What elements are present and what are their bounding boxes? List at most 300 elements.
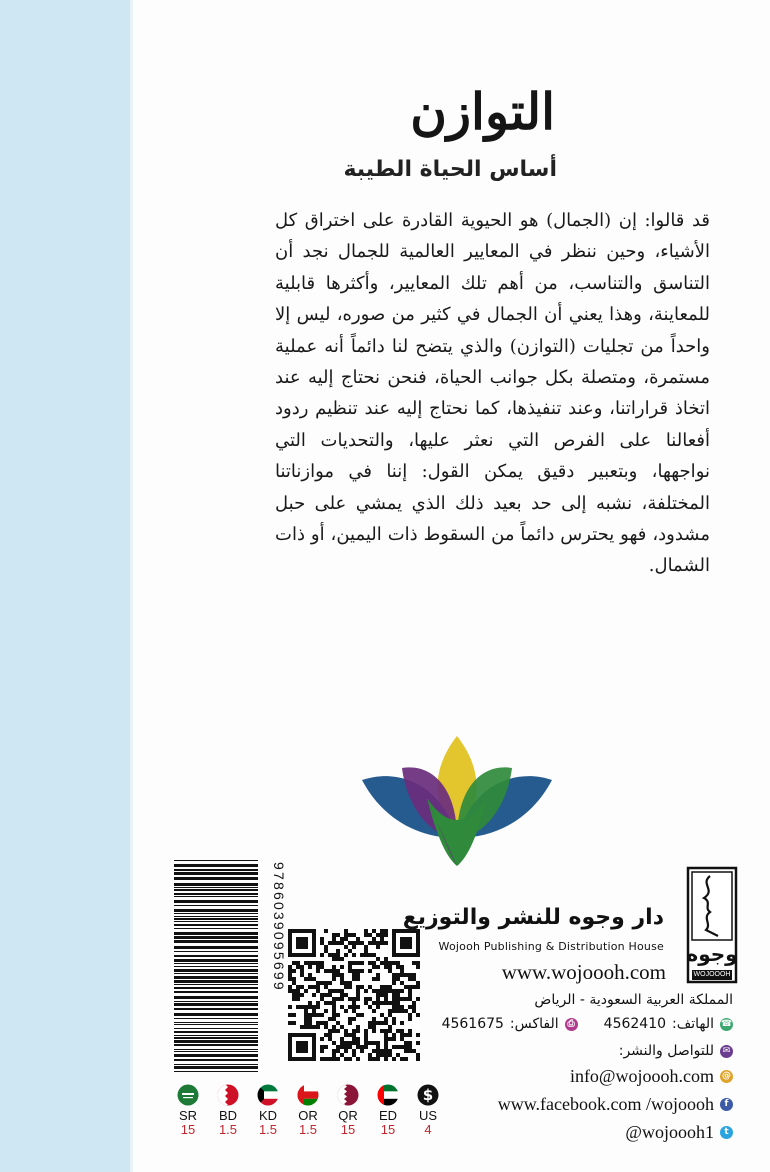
qr-module — [288, 953, 292, 957]
qr-module — [336, 933, 340, 937]
qr-module — [360, 969, 364, 973]
qr-module — [376, 993, 380, 997]
qr-module — [300, 945, 304, 949]
barcode-bar — [174, 984, 258, 985]
isbn-number: 9786039095699 — [271, 862, 287, 992]
publisher-website[interactable]: www.wojoooh.com — [501, 960, 666, 984]
qr-module — [340, 993, 344, 997]
qr-module — [292, 997, 296, 1001]
qr-module — [408, 985, 412, 989]
qr-module — [384, 957, 388, 961]
qr-module — [316, 969, 320, 973]
qr-module — [352, 1001, 356, 1005]
qr-module — [352, 1037, 356, 1041]
qr-module — [404, 973, 408, 977]
publisher-name-english: Wojooh Publishing & Distribution House — [438, 940, 664, 953]
barcode-bar — [174, 896, 258, 897]
qr-module — [328, 941, 332, 945]
qr-module — [328, 989, 332, 993]
qr-module — [352, 973, 356, 977]
qr-module — [308, 1057, 312, 1061]
qr-module — [400, 941, 404, 945]
qr-module — [288, 965, 292, 969]
qr-module — [356, 969, 360, 973]
qr-module — [408, 1005, 412, 1009]
qr-module — [344, 929, 348, 933]
qr-module — [324, 985, 328, 989]
qr-module — [384, 1033, 388, 1037]
qr-module — [288, 949, 292, 953]
qr-module — [400, 1033, 404, 1037]
qr-module — [328, 1033, 332, 1037]
qr-module — [316, 989, 320, 993]
qr-module — [408, 997, 412, 1001]
qr-module — [416, 1057, 420, 1061]
qr-module — [368, 1021, 372, 1025]
qr-module — [296, 945, 300, 949]
qr-module — [296, 997, 300, 1001]
qr-module — [320, 937, 324, 941]
qr-module — [408, 977, 412, 981]
qr-module — [372, 989, 376, 993]
qr-module — [392, 961, 396, 965]
qr-module — [396, 965, 400, 969]
qr-module — [332, 969, 336, 973]
qr-module — [300, 1049, 304, 1053]
qr-module — [376, 977, 380, 981]
qr-module — [396, 929, 400, 933]
barcode-bar — [174, 932, 258, 935]
qr-module — [392, 1001, 396, 1005]
qr-module — [356, 1057, 360, 1061]
barcode-bar — [174, 889, 258, 891]
qr-module — [320, 953, 324, 957]
barcode-bar — [174, 1008, 258, 1010]
qr-module — [352, 933, 356, 937]
qr-module — [288, 989, 292, 993]
qr-module — [300, 993, 304, 997]
qr-module — [340, 957, 344, 961]
qr-module — [348, 949, 352, 953]
qr-module — [412, 1005, 416, 1009]
qr-module — [364, 1037, 368, 1041]
qr-module — [308, 961, 312, 965]
qr-module — [372, 1009, 376, 1013]
barcode-bar — [174, 909, 258, 912]
qr-module — [412, 977, 416, 981]
qr-module — [412, 973, 416, 977]
barcode-bar — [174, 1071, 258, 1072]
qr-module — [368, 1005, 372, 1009]
qr-module — [308, 953, 312, 957]
qr-module — [300, 1041, 304, 1045]
qr-module — [352, 941, 356, 945]
qr-module — [328, 1029, 332, 1033]
qr-module — [392, 933, 396, 937]
qr-module — [392, 1005, 396, 1009]
qr-module — [384, 941, 388, 945]
currency-value: 1.5 — [258, 1122, 278, 1137]
qr-module — [360, 961, 364, 965]
qr-module — [372, 953, 376, 957]
barcode-bar — [174, 936, 258, 939]
qr-module — [376, 989, 380, 993]
qr-module — [312, 933, 316, 937]
qr-module — [408, 945, 412, 949]
qr-module — [408, 1049, 412, 1053]
qr-module — [396, 1005, 400, 1009]
currency-code: OR — [298, 1108, 318, 1123]
qr-module — [380, 929, 384, 933]
qr-module — [312, 1037, 316, 1041]
barcode-bar — [174, 1022, 258, 1023]
qr-module — [392, 1033, 396, 1037]
qr-module — [416, 937, 420, 941]
qr-module — [404, 1045, 408, 1049]
qr-module — [364, 933, 368, 937]
qr-module — [348, 1033, 352, 1037]
qr-module — [320, 1049, 324, 1053]
qr-module — [304, 937, 308, 941]
qr-module — [400, 969, 404, 973]
qr-module — [376, 1053, 380, 1057]
phone-number[interactable]: 4562410 — [603, 1016, 667, 1032]
qr-module — [372, 929, 376, 933]
qr-module — [408, 993, 412, 997]
qr-module — [296, 1057, 300, 1061]
qr-module — [396, 997, 400, 1001]
qr-module — [352, 1049, 356, 1053]
qr-module — [364, 1029, 368, 1033]
qr-module — [416, 981, 420, 985]
barcode-bar — [174, 1051, 258, 1052]
qr-module — [296, 961, 300, 965]
qr-module — [292, 1021, 296, 1025]
currency-code: US — [418, 1108, 438, 1123]
qr-module — [312, 1053, 316, 1057]
qr-module — [304, 1021, 308, 1025]
qr-module — [364, 1045, 368, 1049]
qr-module — [376, 1049, 380, 1053]
qr-module — [416, 941, 420, 945]
qr-module — [388, 1025, 392, 1029]
qr-module — [392, 1017, 396, 1021]
qr-module — [376, 1005, 380, 1009]
qr-module — [292, 1033, 296, 1037]
price-bh — [212, 1084, 244, 1137]
qr-module — [300, 1033, 304, 1037]
qr-module — [380, 985, 384, 989]
qr-module — [368, 953, 372, 957]
qr-module — [328, 1017, 332, 1021]
qr-module — [348, 1045, 352, 1049]
email-icon: @ — [722, 1071, 731, 1081]
qr-module — [416, 1013, 420, 1017]
bahrain-flag-icon — [217, 1084, 239, 1106]
price-ae — [372, 1084, 404, 1137]
qr-module — [344, 1041, 348, 1045]
twitter-row[interactable] — [625, 1122, 733, 1143]
barcode-bar — [174, 963, 258, 964]
qr-module — [400, 997, 404, 1001]
qr-module — [380, 937, 384, 941]
qr-module — [392, 949, 396, 953]
qr-module — [312, 929, 316, 933]
currency-value: 4 — [424, 1122, 432, 1137]
qr-module — [300, 965, 304, 969]
qr-module — [332, 957, 336, 961]
qr-module — [324, 929, 328, 933]
qr-module — [288, 929, 292, 933]
qr-module — [348, 1005, 352, 1009]
qr-module — [332, 1017, 336, 1021]
qr-module — [372, 977, 376, 981]
qr-module — [344, 1033, 348, 1037]
qr-module — [364, 929, 368, 933]
qr-module — [380, 1013, 384, 1017]
qr-module — [396, 1045, 400, 1049]
qr-module — [296, 941, 300, 945]
qr-module — [408, 1017, 412, 1021]
barcode-bar — [174, 916, 258, 917]
qr-module — [312, 1041, 316, 1045]
qr-module — [324, 1045, 328, 1049]
barcode-bar — [174, 918, 258, 920]
qr-module — [368, 933, 372, 937]
qr-module — [332, 973, 336, 977]
qr-module — [384, 1029, 388, 1033]
qr-module — [368, 1025, 372, 1029]
logo-text: وجوه — [686, 942, 738, 966]
qr-module — [352, 1009, 356, 1013]
qr-module — [404, 937, 408, 941]
qr-module — [404, 953, 408, 957]
qr-module — [396, 1053, 400, 1057]
qr-module — [372, 941, 376, 945]
qr-module — [308, 1005, 312, 1009]
qr-module — [416, 1041, 420, 1045]
qr-module — [316, 981, 320, 985]
qr-module — [304, 989, 308, 993]
qr-module — [320, 1013, 324, 1017]
qr-module — [352, 977, 356, 981]
qr-module — [324, 1001, 328, 1005]
qr-module — [348, 1021, 352, 1025]
qr-module — [384, 1057, 388, 1061]
qr-module — [384, 1045, 388, 1049]
qr-module — [288, 945, 292, 949]
qr-module — [304, 1033, 308, 1037]
qr-module — [352, 997, 356, 1001]
qr-module — [288, 1013, 292, 1017]
qr-module — [304, 977, 308, 981]
twitter-handle[interactable]: @wojoooh1 — [625, 1122, 714, 1142]
qr-module — [344, 1045, 348, 1049]
qr-module — [404, 997, 408, 1001]
qr-module — [308, 1013, 312, 1017]
book-title: التوازن — [410, 82, 555, 141]
qr-module — [368, 985, 372, 989]
qr-module — [412, 1009, 416, 1013]
currency-value: 15 — [380, 1122, 396, 1137]
qr-module — [352, 1053, 356, 1057]
qr-module — [296, 1045, 300, 1049]
qr-module — [328, 969, 332, 973]
qr-module — [384, 965, 388, 969]
qr-module — [352, 1041, 356, 1045]
qr-module — [396, 1029, 400, 1033]
qr-module — [312, 953, 316, 957]
qr-module — [416, 965, 420, 969]
qr-module — [348, 965, 352, 969]
qr-module — [316, 965, 320, 969]
qr-module — [340, 965, 344, 969]
qr-module — [328, 1037, 332, 1041]
email-row[interactable] — [570, 1066, 733, 1087]
qr-module — [320, 997, 324, 1001]
qr-module — [292, 969, 296, 973]
barcode-bar — [174, 1035, 258, 1036]
barcode-bar — [174, 980, 258, 983]
qr-module — [304, 953, 308, 957]
qr-module — [324, 1021, 328, 1025]
qr-module — [296, 1033, 300, 1037]
barcode-bar — [174, 860, 258, 861]
qr-module — [396, 973, 400, 977]
phone-icon: ☎ — [720, 1018, 733, 1029]
logo-caption: WOJOOOH — [693, 971, 731, 978]
qr-module — [372, 1017, 376, 1021]
qr-module — [332, 1025, 336, 1029]
qr-module — [312, 1025, 316, 1029]
qr-module — [308, 985, 312, 989]
qr-module — [400, 1005, 404, 1009]
qr-module — [384, 1049, 388, 1053]
qr-module — [416, 949, 420, 953]
qr-module — [312, 1009, 316, 1013]
qr-module — [360, 941, 364, 945]
qr-module — [340, 1045, 344, 1049]
facebook-link[interactable]: www.facebook.com /wojoooh — [497, 1094, 714, 1114]
qr-code — [288, 926, 420, 1064]
qr-module — [340, 977, 344, 981]
qr-module — [392, 953, 396, 957]
qr-module — [408, 937, 412, 941]
qr-module — [308, 973, 312, 977]
qr-module — [368, 941, 372, 945]
qr-module — [316, 985, 320, 989]
barcode-bar — [174, 1001, 258, 1002]
qatar-flag-icon — [337, 1084, 359, 1106]
qr-module — [416, 1033, 420, 1037]
qr-module — [372, 1049, 376, 1053]
saudi-flag-icon — [177, 1084, 199, 1106]
qr-module — [384, 985, 388, 989]
qr-module — [300, 1045, 304, 1049]
fax-number[interactable]: 4561675 — [441, 1016, 504, 1032]
qr-module — [288, 937, 292, 941]
qr-module — [288, 1041, 292, 1045]
qr-module — [344, 1009, 348, 1013]
qr-module — [388, 1037, 392, 1041]
qr-module — [380, 933, 384, 937]
qr-module — [376, 933, 380, 937]
qr-module — [340, 973, 344, 977]
qr-module — [304, 1009, 308, 1013]
qr-module — [352, 953, 356, 957]
qr-module — [376, 1001, 380, 1005]
barcode-bar — [174, 1018, 258, 1019]
qr-module — [368, 969, 372, 973]
barcode-bar — [174, 905, 258, 906]
qr-module — [308, 977, 312, 981]
qr-module — [340, 1025, 344, 1029]
qr-module — [408, 953, 412, 957]
qr-module — [320, 981, 324, 985]
qr-module — [308, 965, 312, 969]
qr-module — [300, 973, 304, 977]
qr-module — [404, 1009, 408, 1013]
contact-icon: ✉ — [720, 1045, 733, 1058]
qr-module — [392, 981, 396, 985]
qr-module — [364, 989, 368, 993]
barcode-bar — [174, 1031, 258, 1033]
qr-module — [392, 1009, 396, 1013]
qr-module — [388, 1009, 392, 1013]
qr-module — [316, 1005, 320, 1009]
qr-module — [376, 1045, 380, 1049]
qr-module — [412, 985, 416, 989]
barcode-bar — [174, 869, 258, 871]
qr-module — [296, 1005, 300, 1009]
qr-module — [320, 1045, 324, 1049]
qr-module — [348, 1057, 352, 1061]
qr-module — [296, 985, 300, 989]
qr-module — [404, 1041, 408, 1045]
qr-module — [300, 953, 304, 957]
qr-module — [352, 945, 356, 949]
qr-module — [400, 937, 404, 941]
publisher-location: المملكة العربية السعودية - الرياض — [534, 992, 733, 1008]
qr-module — [408, 1045, 412, 1049]
qr-module — [356, 973, 360, 977]
qr-module — [388, 969, 392, 973]
qr-module — [320, 1057, 324, 1061]
qr-module — [336, 1057, 340, 1061]
qr-module — [332, 977, 336, 981]
qr-module — [332, 1005, 336, 1009]
qr-module — [404, 1049, 408, 1053]
dollar-icon — [417, 1084, 439, 1106]
qr-module — [376, 941, 380, 945]
qr-module — [372, 1057, 376, 1061]
qr-module — [352, 1005, 356, 1009]
qr-module — [356, 1045, 360, 1049]
qr-module — [392, 1057, 396, 1061]
qr-module — [320, 1021, 324, 1025]
qr-module — [392, 977, 396, 981]
qr-module — [344, 1049, 348, 1053]
qr-module — [344, 1029, 348, 1033]
qr-module — [340, 937, 344, 941]
facebook-row[interactable] — [498, 1094, 733, 1115]
qr-module — [324, 993, 328, 997]
qr-module — [288, 1049, 292, 1053]
qr-module — [348, 985, 352, 989]
publisher-name-arabic: دار وجوه للنشر والتوزيع — [402, 905, 664, 930]
email-address[interactable]: info@wojoooh.com — [569, 1066, 714, 1086]
qr-module — [404, 945, 408, 949]
